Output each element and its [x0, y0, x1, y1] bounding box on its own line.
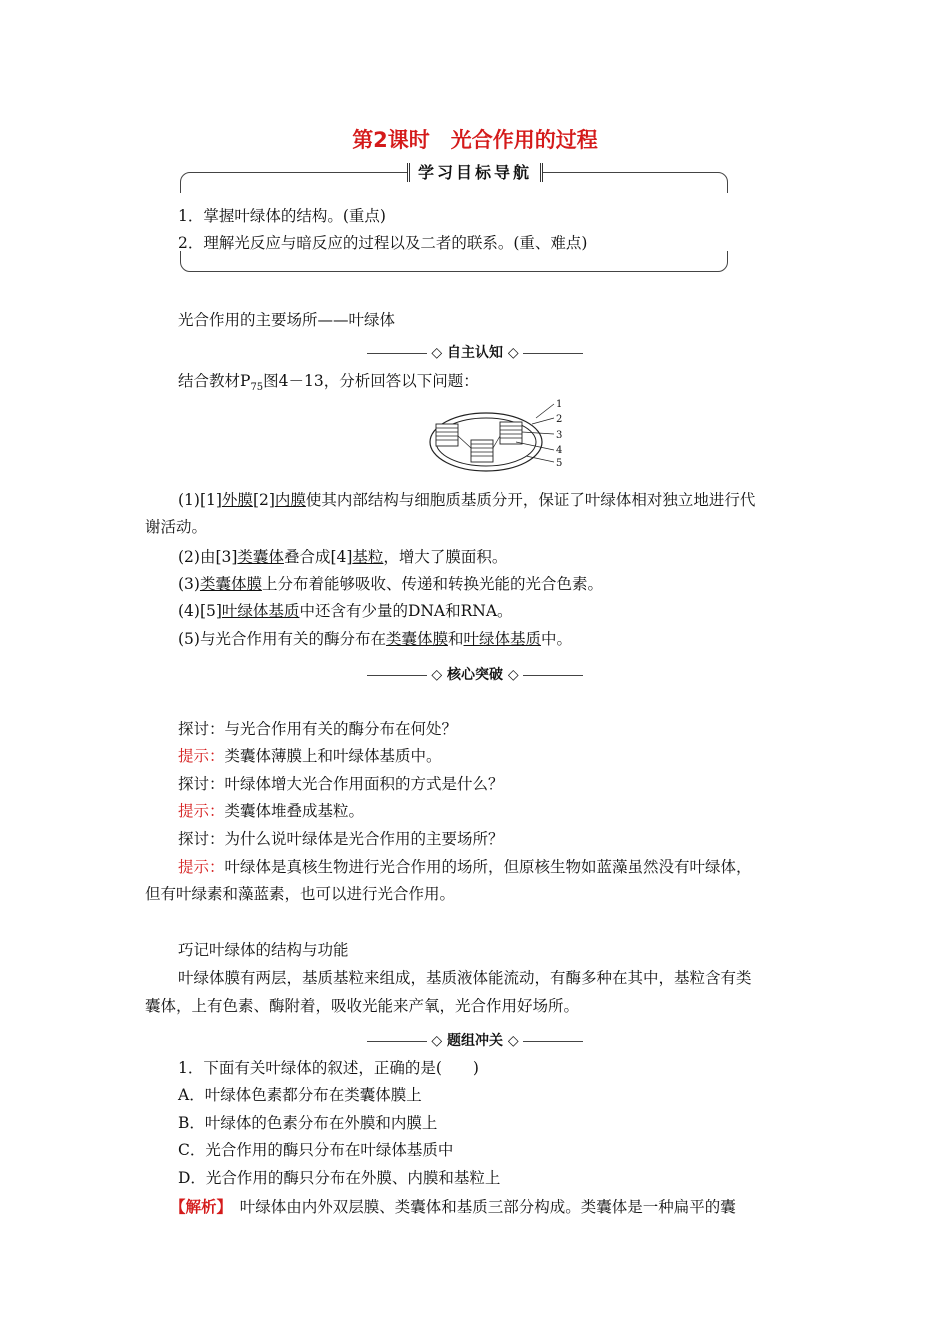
quiz-option-b: B．叶绿体的色素分布在外膜和内膜上 [178, 1114, 438, 1132]
figure-label-4: 4 [556, 445, 563, 456]
question-1: (1)[1]外膜[2]内膜使其内部结构与细胞质基质分开，保证了叶绿体相对独立地进行代 [178, 491, 756, 509]
quiz-analysis: 【解析】 叶绿体由内外双层膜、类囊体和基质三部分构成。类囊体是一种扁平的囊 [170, 1197, 736, 1216]
question-2: (2)由[3]类囊体叠合成[4]基粒，增大了膜面积。 [178, 548, 508, 566]
quiz-label: ◇ 题组冲关 ◇ [0, 1030, 950, 1050]
quiz-option-c: C．光合作用的酶只分布在叶绿体基质中 [178, 1141, 454, 1159]
goal-item-1: 1．掌握叶绿体的结构。(重点) [178, 207, 386, 225]
question-4: (4)[5]叶绿体基质中还含有少量的DNA和RNA。 [178, 602, 513, 620]
core-hint-3-cont: 但有叶绿素和藻蓝素，也可以进行光合作用。 [145, 885, 456, 903]
quiz-question: 1．下面有关叶绿体的叙述，正确的是( ) [178, 1059, 479, 1077]
core-question-3: 探讨：为什么说叶绿体是光合作用的主要场所？ [178, 830, 504, 848]
goal-item-2: 2．理解光反应与暗反应的过程以及二者的联系。(重、难点) [178, 234, 588, 252]
section-heading: 光合作用的主要场所——叶绿体 [178, 311, 396, 329]
memo-line-2: 囊体，上有色素、酶附着，吸收光能来产氧，光合作用好场所。 [145, 997, 580, 1015]
figure-label-5: 5 [556, 458, 563, 469]
figure-label-3: 3 [556, 430, 563, 441]
core-hint-2: 提示：类囊体堆叠成基粒。 [178, 802, 365, 820]
question-3: (3)类囊体膜上分布着能够吸收、传递和转换光能的光合色素。 [178, 575, 603, 593]
quiz-option-d: D．光合作用的酶只分布在外膜、内膜和基粒上 [178, 1169, 501, 1187]
page-title: 第2课时 光合作用的过程 [352, 128, 598, 152]
memo-heading: 巧记叶绿体的结构与功能 [178, 941, 349, 959]
core-question-2: 探讨：叶绿体增大光合作用面积的方式是什么？ [178, 775, 504, 793]
core-hint-1: 提示：类囊体薄膜上和叶绿体基质中。 [178, 747, 442, 765]
chloroplast-figure [416, 396, 576, 476]
quiz-option-a: A．叶绿体色素都分布在类囊体膜上 [178, 1086, 422, 1104]
question-1-cont: 谢活动。 [145, 518, 208, 536]
figure-label-1: 1 [556, 399, 563, 410]
figure-label-2: 2 [556, 414, 563, 425]
goals-heading: 学习目标导航 [0, 160, 950, 183]
self-study-label: ◇ 自主认知 ◇ [0, 342, 950, 362]
core-hint-3: 提示：叶绿体是真核生物进行光合作用的场所，但原核生物如蓝藻虽然没有叶绿体， [178, 858, 752, 876]
memo-line-1: 叶绿体膜有两层，基质基粒来组成，基质液体能流动，有酶多种在其中，基粒含有类 [178, 969, 752, 987]
question-5: (5)与光合作用有关的酶分布在类囊体膜和叶绿体基质中。 [178, 630, 573, 648]
core-label: ◇ 核心突破 ◇ [0, 664, 950, 684]
intro-text: 结合教材$P_{75}$图4－13，分析回答以下问题： [178, 372, 479, 394]
core-question-1: 探讨：与光合作用有关的酶分布在何处？ [178, 720, 458, 738]
